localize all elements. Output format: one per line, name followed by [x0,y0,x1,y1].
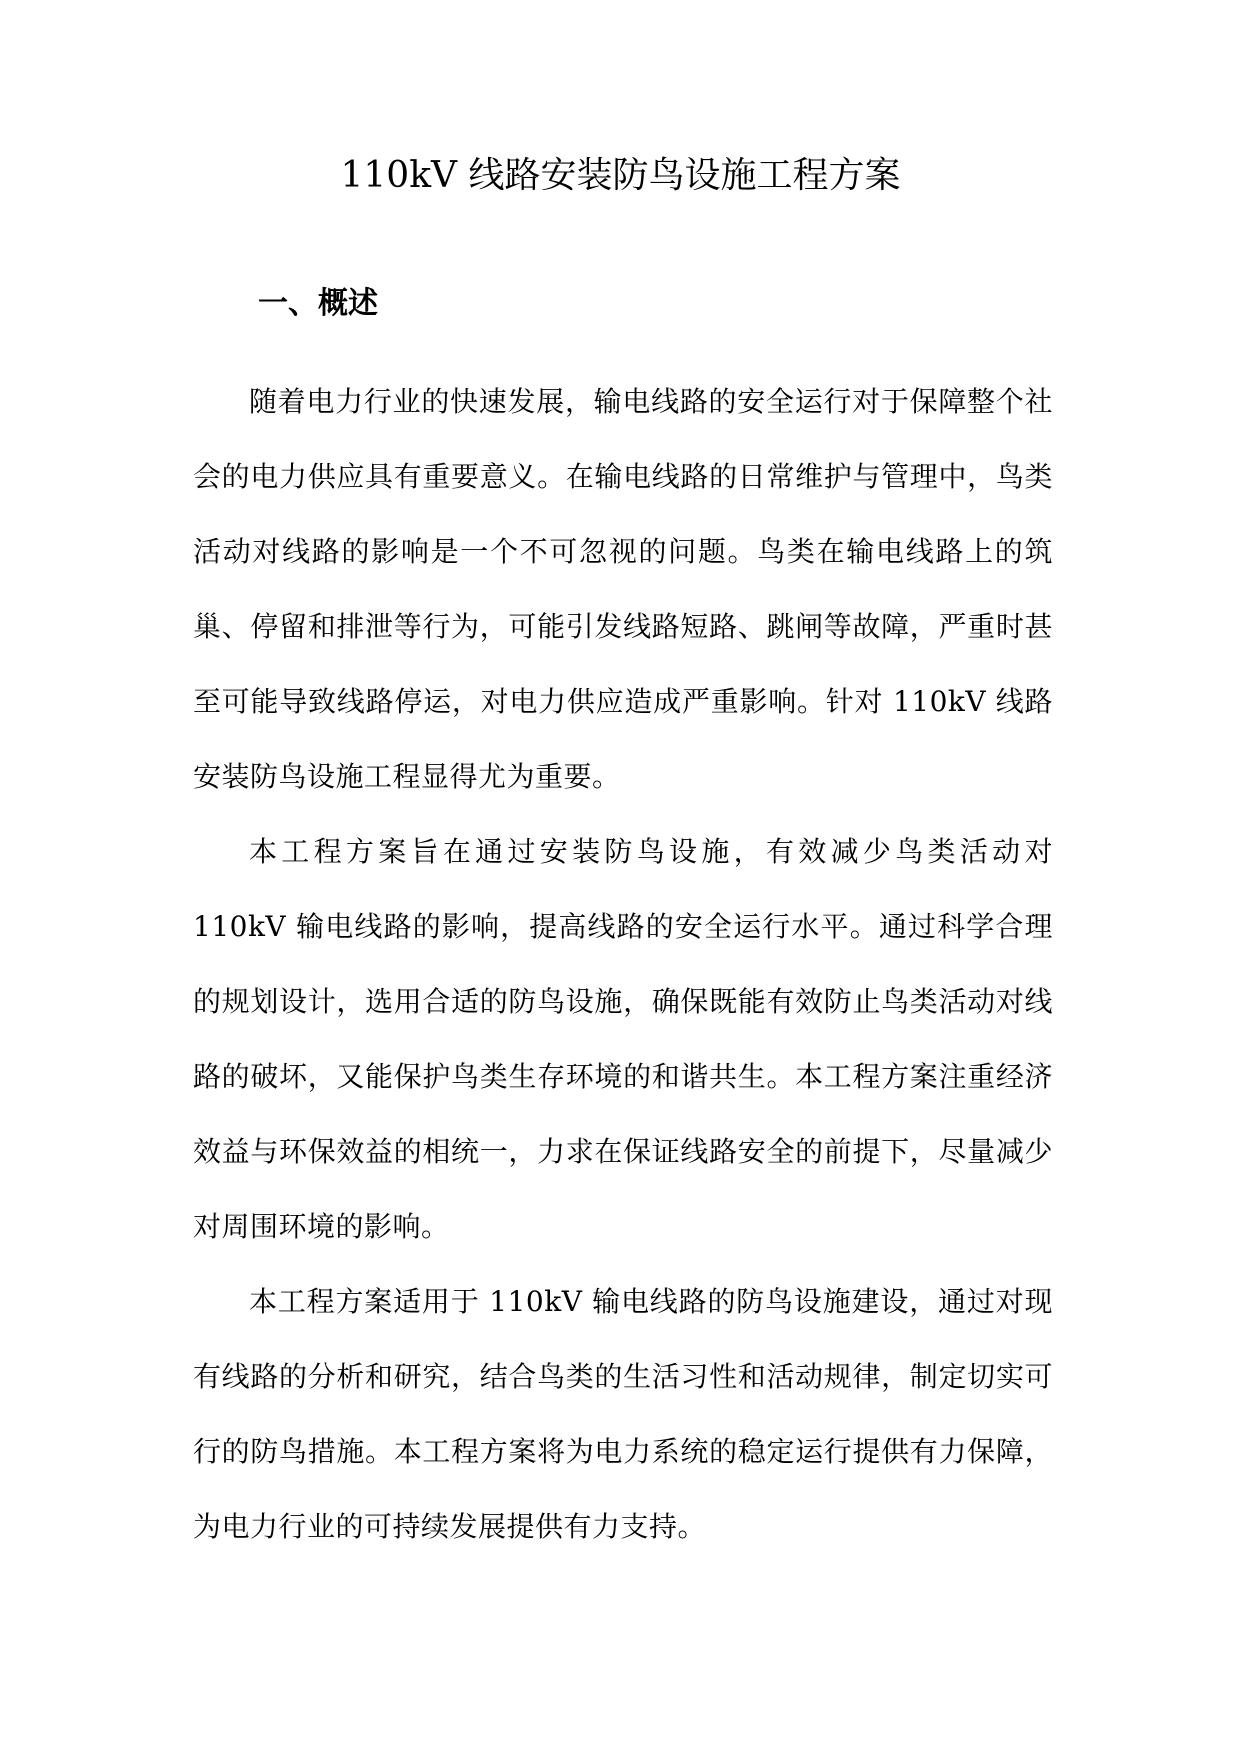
section-heading: 一、概述 [258,286,378,321]
paragraph: 本工程方案旨在通过安装防鸟设施，有效减少鸟类活动对 110kV 输电线路的影响，提高线路的安全运行水平。通过科学合理的规划设计，选用合适的防鸟设施，确保既能有效防止鸟类活动对线路的破坏，又能保护鸟类生存环境的和谐共生。本工程方案注重经济效益与环保效益的相统一，力求在保证线路安全的前提下，尽量减少对周围环境的影响。 [193,835,1053,1243]
document-title: 110kV 线路安装防鸟设施工程方案 [340,155,901,196]
paragraph: 本工程方案适用于 110kV 输电线路的防鸟设施建设，通过对现有线路的分析和研究，结合鸟类的生活习性和活动规律，制定切实可行的防鸟措施。本工程方案将为电力系统的稳定运行提供有力保障，为电力行业的可持续发展提供有力支持。 [193,1285,1053,1543]
paragraph: 随着电力行业的快速发展，输电线路的安全运行对于保障整个社会的电力供应具有重要意义。在输电线路的日常维护与管理中，鸟类活动对线路的影响是一个不可忽视的问题。鸟类在输电线路上的筑巢、停留和排泄等行为，可能引发线路短路、跳闸等故障，严重时甚至可能导致线路停运，对电力供应造成严重影响。针对 110kV 线路安装防鸟设施工程显得尤为重要。 [193,385,1053,793]
section-body [193,364,1053,1564]
